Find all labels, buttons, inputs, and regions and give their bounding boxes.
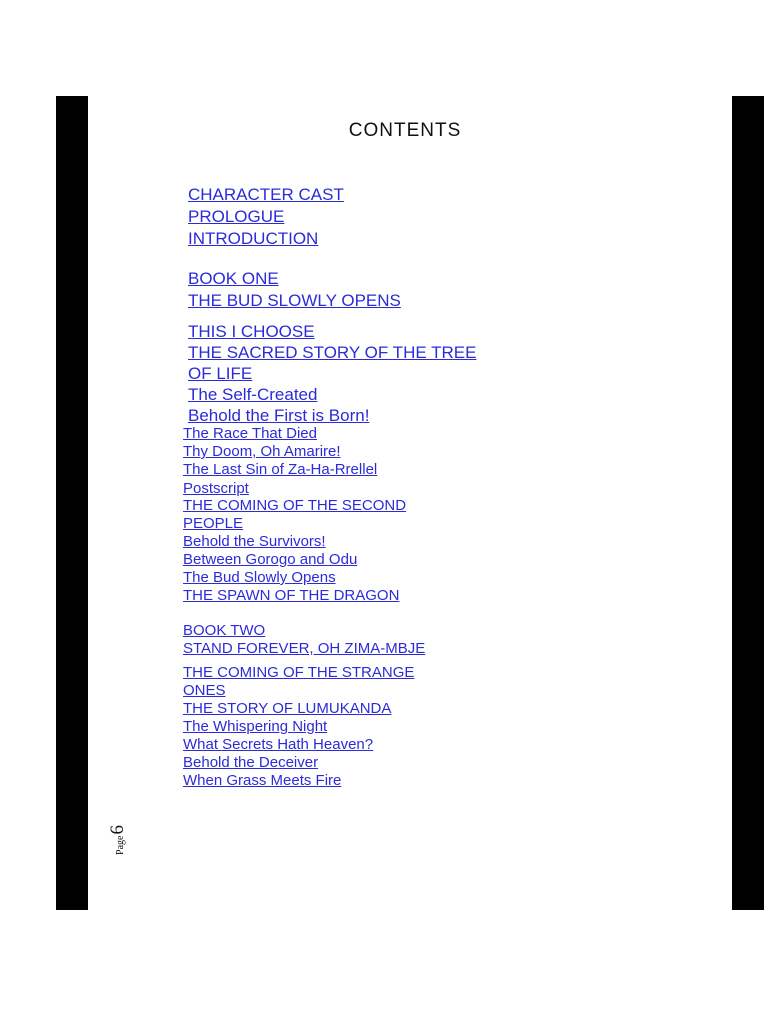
toc-link[interactable]: STAND FOREVER, OH ZIMA-MBJE <box>183 640 426 657</box>
toc-link[interactable]: Postscript <box>183 480 249 497</box>
left-border-bar <box>56 96 88 910</box>
toc-link[interactable]: Behold the Survivors! <box>183 533 326 550</box>
right-border-bar <box>732 96 764 910</box>
toc-link[interactable]: ONES <box>183 682 226 699</box>
toc-link[interactable]: CHARACTER CAST <box>188 185 344 204</box>
toc-link[interactable]: THE BUD SLOWLY OPENS <box>188 291 401 310</box>
toc-link[interactable]: What Secrets Hath Heaven? <box>183 736 374 753</box>
toc-link[interactable]: The Last Sin of Za-Ha-Rrellel <box>183 461 378 478</box>
toc-link[interactable]: THE COMING OF THE STRANGE <box>183 664 415 681</box>
toc-link[interactable]: BOOK TWO <box>183 622 266 639</box>
toc-link[interactable]: THIS I CHOOSE <box>188 322 315 341</box>
toc-link[interactable]: Behold the Deceiver <box>183 754 319 771</box>
toc-link[interactable]: Thy Doom, Oh Amarire! <box>183 443 341 460</box>
page-number-label <box>107 825 147 855</box>
toc-link[interactable]: BOOK ONE <box>188 269 279 288</box>
toc-link[interactable]: Between Gorogo and Odu <box>183 551 358 568</box>
toc-link[interactable]: The Whispering Night <box>183 718 328 735</box>
toc-link[interactable]: When Grass Meets Fire <box>183 772 342 789</box>
toc-link[interactable]: The Self-Created <box>188 385 318 404</box>
toc-link[interactable]: The Race That Died <box>183 425 317 442</box>
toc-link[interactable]: PROLOGUE <box>188 207 285 226</box>
toc-link[interactable]: THE SPAWN OF THE DRAGON <box>183 587 400 604</box>
toc-link[interactable]: INTRODUCTION <box>188 229 319 248</box>
toc-link[interactable]: The Bud Slowly Opens <box>183 569 336 586</box>
page-word: Page <box>115 835 126 855</box>
page-title: CONTENTS <box>348 120 462 141</box>
toc-link[interactable]: OF LIFE <box>188 364 253 383</box>
toc-link[interactable]: THE COMING OF THE SECOND <box>183 497 407 514</box>
toc-link[interactable]: THE SACRED STORY OF THE TREE <box>188 343 477 362</box>
toc-link[interactable]: Behold the First is Born! <box>188 406 370 425</box>
toc-link[interactable]: THE STORY OF LUMUKANDA <box>183 700 392 717</box>
toc-link[interactable]: PEOPLE <box>183 515 244 532</box>
page-number: 6 <box>107 825 128 835</box>
